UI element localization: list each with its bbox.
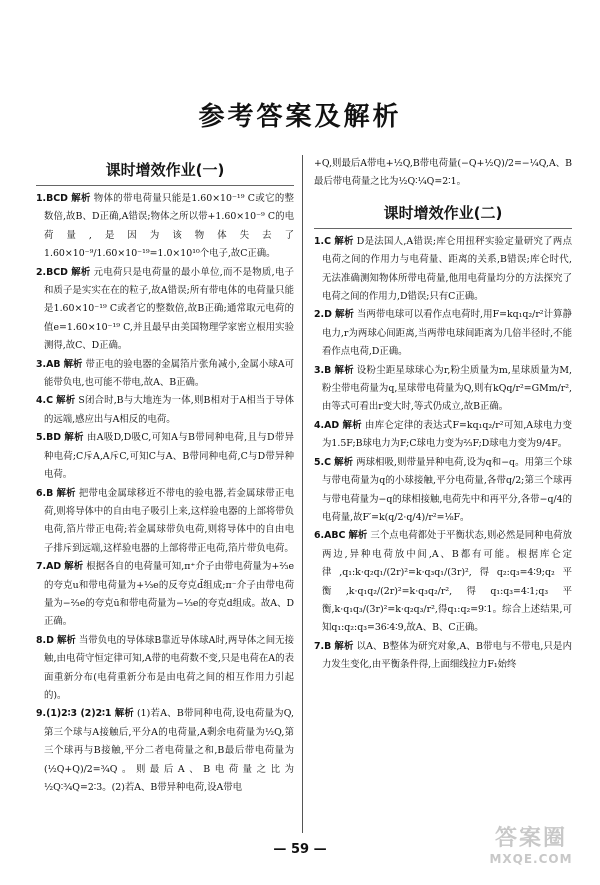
answer-tag: 解析 (64, 432, 84, 444)
answer-num: 2. (314, 309, 325, 321)
answer-num: 9. (36, 708, 47, 720)
answer-num: 8. (36, 634, 47, 646)
answer-tag: 解析 (334, 640, 354, 652)
answer-text: (1)若A、B带同种电荷,设电荷量为Q,第三个球与A接触后,平分A的电荷量,A剩余电荷量为½Q,第三个球再与B接触,平分二者电荷量之和,B最后带电荷量为(½Q+Q)/2=¾Q。则最后A、B电荷量之比为½Q∶¾Q=2∶3。(2)若A、B带异种电荷,设A带电 (44, 708, 294, 793)
answer-text: 当带负电的导体球B靠近导体球A时,两导体之间无接触,由电荷守恒定律可知,A带的电荷数不变,只是电荷在A的表面重新分布(电荷重新分布是由电荷之间的相互作用力引起的)。 (44, 634, 294, 701)
answer-ans: D (324, 309, 332, 321)
answer-text: 元电荷只是电荷量的最小单位,而不是物质,电子和质子是实实在在的粒子,故A错误;所有带电体的电荷量只能是1.60×10⁻¹⁹ C或者它的整数倍,故B正确;通常取元电荷的值e=1.60×10⁻¹⁹ C,并且最早由美国物理学家密立根用实验测得,故C、D正确。 (44, 266, 294, 352)
left-column (36, 155, 294, 833)
answer-tag: 解析 (70, 266, 91, 278)
answer-text: 设粉尘距星球球心为r,粉尘质量为m,星球质量为M,粉尘带电荷量为q,星球带电荷量为Q,则有kQq/r²=GMm/r²,由等式可看出r变大时,等式仍成立,故B正确。 (322, 364, 572, 413)
answer-ans: D (46, 634, 54, 646)
answer-text: 由A吸D,D吸C,可知A与B带同种电荷,且与D带异种电荷;C斥A,A斥C,可知C与A、B带同种电荷,C与D带异种电荷。 (44, 432, 294, 481)
answer-text: D是法国人,A错误;库仑用扭秤实验定量研究了两点电荷之间的作用力与电荷量、距离的关系,B错误;库仑时代,无法准确测知物体所带电荷量,他用电荷量均分的方法探究了电荷之间的作用力,D错误;只有C正确。 (322, 235, 572, 303)
answer-ans: B (324, 640, 332, 652)
answer-ans: (1)2∶3 (2)2∶1 (46, 708, 112, 720)
answer-item (36, 392, 294, 429)
answer-tag: 解析 (333, 235, 354, 247)
answer-ans: BCD (46, 193, 68, 204)
answer-item (36, 632, 294, 706)
answer-num: 1. (314, 235, 325, 247)
answer-list-1 (36, 190, 294, 797)
answer-ans: C (324, 456, 331, 468)
answer-num: 5. (314, 456, 325, 468)
answer-item (314, 233, 572, 307)
answer-tag: 解析 (342, 419, 362, 431)
section-heading-1: 课时增效作业(一) (36, 159, 294, 186)
answer-num: 1. (36, 193, 47, 204)
answer-ans: BCD (46, 266, 68, 278)
answer-num: 2. (36, 266, 47, 278)
answer-item (314, 417, 572, 454)
answer-text: 当两带电球可以看作点电荷时,用F=kq₁q₂/r²计算静电力,r为两球心间距离,当两带电球间距离为几倍半径时,不能看作点电荷,D正确。 (322, 309, 572, 358)
answer-tag: 解析 (63, 358, 83, 370)
page-number: — 59 — (273, 842, 327, 857)
answer-tag: 解析 (64, 561, 84, 573)
watermark-big-text: 答案圈 (494, 826, 567, 851)
answer-item (36, 429, 294, 484)
answer-item (314, 527, 572, 637)
answer-text: 以A、B整体为研究对象,A、B带电与不带电,只是内力发生变化,由平衡条件得,上面细线拉力F₁始终 (322, 640, 572, 671)
answer-ans: BD (46, 432, 62, 444)
answer-ans: AD (324, 419, 340, 431)
page-title: 参考答案及解析 (198, 102, 402, 132)
answer-text: 两球相吸,则带量异种电荷,设为q和−q。用第三个球与带电荷量为q的小球接触,平分电荷量,各带q/2;第三个球再与带电荷量为−q的球相接触,电荷先中和再平分,各带−q/4的电荷量,故F′=k(q/2·q/4)/r²=⅛F。 (322, 456, 572, 523)
answer-ans: AD (46, 561, 62, 573)
answer-item (314, 638, 572, 675)
answer-num: 7. (314, 640, 325, 652)
answer-item (36, 190, 294, 264)
answer-ans: C (324, 235, 331, 247)
answer-item (36, 264, 294, 356)
answer-tag: 解析 (114, 708, 134, 720)
answer-tag: 解析 (334, 364, 354, 376)
answer-tag: 解析 (348, 530, 368, 542)
answer-num: 3. (314, 364, 325, 376)
column-divider (302, 155, 303, 833)
answer-text: S闭合时,B与大地连为一体,则B相对于A相当于导体的远端,感应出与A相反的电荷。 (44, 395, 294, 425)
answer-tag: 解析 (55, 395, 76, 407)
answer-ans: AB (46, 358, 61, 370)
answer-item (314, 306, 572, 361)
answer-num: 4. (36, 395, 47, 407)
answer-num: 7. (36, 561, 47, 573)
answer-text: 物体的带电荷量只能是1.60×10⁻¹⁹ C或它的整数倍,故B、D正确,A错误;物体之所以带+1.60×10⁻⁹ C的电荷量,是因为该物体失去了1.60×10⁻⁹/1.60×10⁻¹⁹=1.0×10¹⁰个电子,故C正确。 (44, 193, 294, 260)
answer-text: 由库仑定律的表达式F=kq₁q₂/r²可知,A球电力变为1.5F;B球电力为F;C球电力变为⅔F;D球电力变为9/4F。 (322, 419, 572, 450)
watermark-logo (476, 826, 586, 876)
answer-num: 5. (36, 432, 47, 444)
continuation-text: +Q,则最后A带电+½Q,B带电荷量(−Q+½Q)/2=−¼Q,A、B最后带电荷量之比为½Q∶¼Q=2∶1。 (314, 158, 572, 188)
answer-item (36, 356, 294, 393)
answer-list-2 (314, 233, 572, 675)
right-column (314, 155, 572, 833)
answer-tag: 解析 (70, 193, 91, 204)
answer-text: 带正电的验电器的金属箔片张角减小,金属小球A可能带负电,也可能不带电,故A、B正确。 (44, 358, 294, 389)
answer-ans: ABC (324, 530, 346, 542)
answer-num: 4. (314, 419, 325, 431)
watermark-small-text: MXQE.COM (489, 852, 573, 866)
answer-num: 6. (314, 530, 325, 542)
section-heading-2: 课时增效作业(二) (314, 202, 572, 229)
answer-tag: 解析 (56, 487, 76, 499)
answer-ans: C (46, 395, 53, 407)
answer-item (36, 558, 294, 632)
answer-num: 3. (36, 358, 47, 370)
answer-tag: 解析 (334, 309, 354, 321)
answer-ans: B (46, 487, 54, 499)
answer-item (314, 454, 572, 528)
answer-text: 根据各自的电荷量可知,π⁺介子由带电荷量为+⅔e的夸克u和带电荷量为+⅓e的反夸克d̄组成;π⁻介子由带电荷量为−⅔e的夸克ū和带电荷量为−⅓e的夸克d组成。故A、D正确。 (44, 561, 294, 628)
answer-tag: 解析 (333, 456, 354, 468)
answer-item (36, 485, 294, 559)
answer-tag: 解析 (56, 634, 76, 646)
answer-num: 6. (36, 487, 47, 499)
answer-item (36, 705, 294, 797)
answer-text: 三个点电荷都处于平衡状态,则必然是同种电荷放两边,异种电荷放中间,A、B都有可能。根据库仑定律,q₁:k·q₂q₁/(2r)²=k·q₃q₁/(3r)²,得q₂:q₃=4∶9;q₂平衡,k·q₁q₂/(2r)²=k·q₃q₂/r²,得q₁:q₃=4∶1;q₃平衡,k·q₁q₃/(3r)²=k·q₂q₃/r²,得q₁:q₂=9∶1。综合上述结果,可知q₁:q₂:q₃=36∶4∶9,故A、B、C正确。 (322, 530, 572, 634)
answer-item (314, 362, 572, 417)
answer-ans: B (324, 364, 332, 376)
answer-text: 把带电金属球移近不带电的验电器,若金属球带正电荷,则将导体中的自由电子吸引上来,这样验电器的上部将带负电荷,箔片带正电荷;若金属球带负电荷,则将导体中的自由电子排斥到远端,这样验电器的上部将带正电荷,箔片带负电荷。 (44, 487, 294, 554)
